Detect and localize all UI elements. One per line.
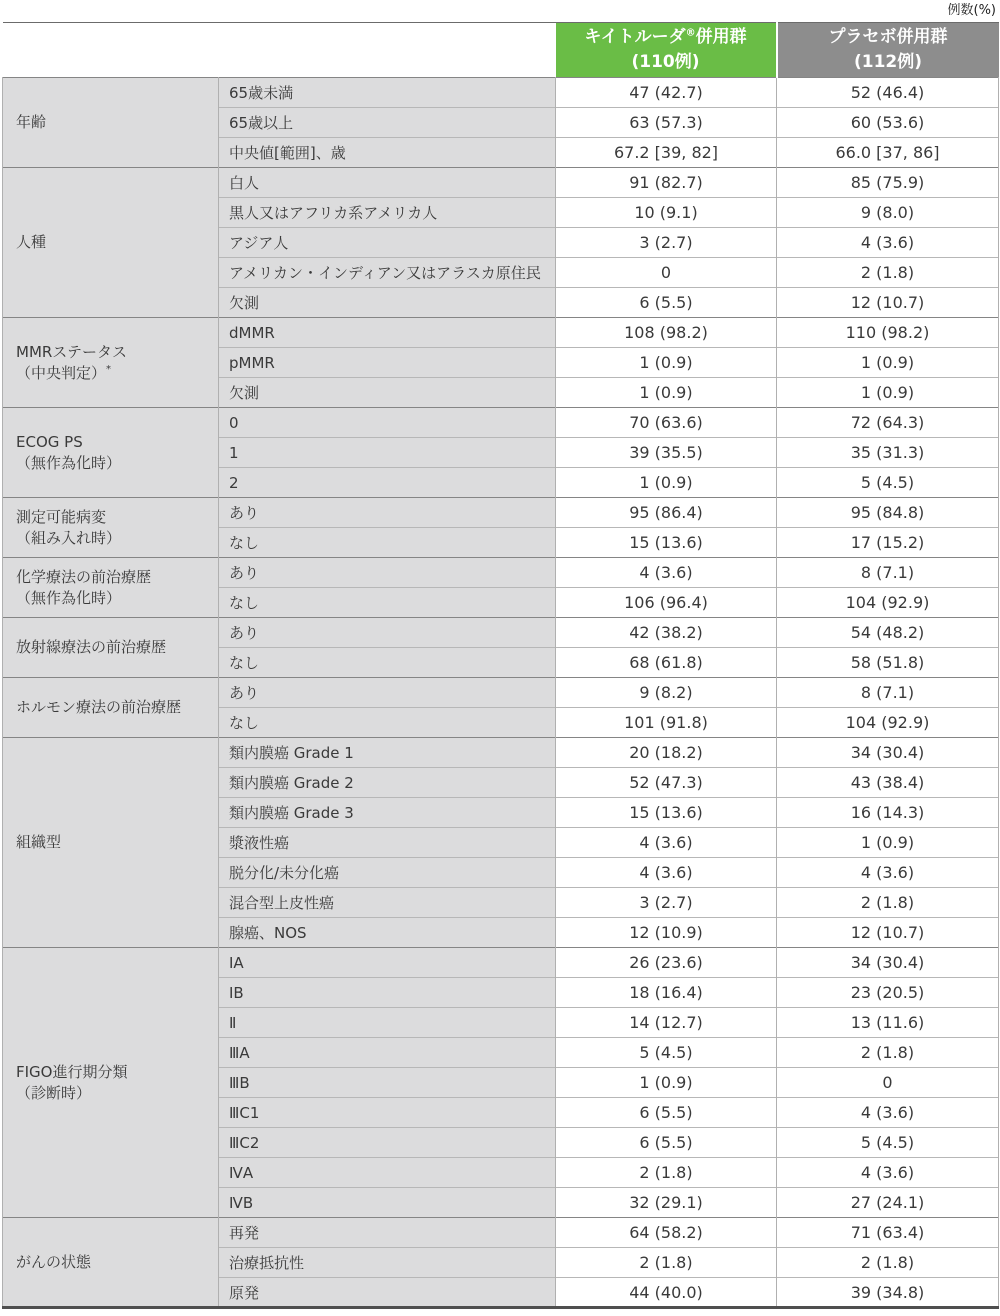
category-label <box>3 1218 219 1308</box>
pembrolizumab-arm-value: 52 (47.3) <box>556 768 777 798</box>
subcategory-label: pMMR <box>219 348 556 378</box>
category-label-line: （無作為化時） <box>16 588 122 607</box>
pembrolizumab-arm-value: 1 (0.9) <box>556 378 777 408</box>
category-label-line: （中央判定） <box>16 363 107 382</box>
pembrolizumab-arm-value: 4 (3.6) <box>556 828 777 858</box>
pembrolizumab-arm-value: 14 (12.7) <box>556 1008 777 1038</box>
category-label <box>3 498 219 558</box>
pembrolizumab-arm-value: 44 (40.0) <box>556 1278 777 1308</box>
subcategory-label: 再発 <box>219 1218 556 1248</box>
subcategory-label: 65歳未満 <box>219 78 556 108</box>
placebo-arm-value: 0 <box>777 1068 999 1098</box>
category-label-line: （無作為化時） <box>16 453 122 472</box>
pembrolizumab-arm-value: 2 (1.8) <box>556 1248 777 1278</box>
subcategory-label: なし <box>219 648 556 678</box>
pembrolizumab-arm-value: 42 (38.2) <box>556 618 777 648</box>
placebo-arm-value: 12 (10.7) <box>777 918 999 948</box>
category-label-line: がんの状態 <box>16 1252 92 1271</box>
subcategory-label: ⅣB <box>219 1188 556 1218</box>
table-row <box>3 948 999 978</box>
column-header-n: (110例) <box>631 52 700 72</box>
subcategory-label: 類内膜癌 Grade 1 <box>219 738 556 768</box>
placebo-arm-value: 9 (8.0) <box>777 198 999 228</box>
pembrolizumab-arm-value: 63 (57.3) <box>556 108 777 138</box>
placebo-arm-value: 43 (38.4) <box>777 768 999 798</box>
placebo-arm-value: 110 (98.2) <box>777 318 999 348</box>
subcategory-label: アジア人 <box>219 228 556 258</box>
category-label-line: 人種 <box>16 233 47 251</box>
table-row <box>3 738 999 768</box>
table-body <box>3 78 999 1308</box>
pembrolizumab-arm-value: 101 (91.8) <box>556 708 777 738</box>
subcategory-label: 類内膜癌 Grade 3 <box>219 798 556 828</box>
placebo-arm-value: 1 (0.9) <box>777 828 999 858</box>
placebo-arm-value: 71 (63.4) <box>777 1218 999 1248</box>
subcategory-label: 治療抵抗性 <box>219 1248 556 1278</box>
subcategory-label: 類内膜癌 Grade 2 <box>219 768 556 798</box>
table-row <box>3 618 999 648</box>
placebo-arm-value: 72 (64.3) <box>777 408 999 438</box>
pembrolizumab-arm-value: 95 (86.4) <box>556 498 777 528</box>
placebo-arm-value: 104 (92.9) <box>777 708 999 738</box>
pembrolizumab-arm-value: 106 (96.4) <box>556 588 777 618</box>
column-header-pembrolizumab <box>556 23 777 78</box>
placebo-arm-value: 12 (10.7) <box>777 288 999 318</box>
placebo-arm-value: 85 (75.9) <box>777 168 999 198</box>
placebo-arm-value: 5 (4.5) <box>777 1128 999 1158</box>
pembrolizumab-arm-value: 5 (4.5) <box>556 1038 777 1068</box>
subcategory-label: あり <box>219 558 556 588</box>
category-label-line: 放射線療法の前治療歴 <box>16 638 167 656</box>
registered-trademark-icon: ® <box>685 27 696 39</box>
pembrolizumab-arm-value: 3 (2.7) <box>556 228 777 258</box>
placebo-arm-value: 23 (20.5) <box>777 978 999 1008</box>
placebo-arm-value: 1 (0.9) <box>777 378 999 408</box>
placebo-arm-value: 95 (84.8) <box>777 498 999 528</box>
placebo-arm-value: 60 (53.6) <box>777 108 999 138</box>
subcategory-label: 欠測 <box>219 288 556 318</box>
subcategory-label: 原発 <box>219 1278 556 1308</box>
column-header-n: (112例) <box>853 52 923 72</box>
category-label <box>3 408 219 498</box>
category-label <box>3 318 219 408</box>
pembrolizumab-arm-value: 1 (0.9) <box>556 1068 777 1098</box>
placebo-arm-value: 13 (11.6) <box>777 1008 999 1038</box>
pembrolizumab-arm-value: 10 (9.1) <box>556 198 777 228</box>
table-row <box>3 1218 999 1248</box>
pembrolizumab-arm-value: 15 (13.6) <box>556 528 777 558</box>
pembrolizumab-arm-value: 47 (42.7) <box>556 78 777 108</box>
pembrolizumab-arm-value: 20 (18.2) <box>556 738 777 768</box>
category-label <box>3 558 219 618</box>
subcategory-label: 欠測 <box>219 378 556 408</box>
subcategory-label: あり <box>219 678 556 708</box>
category-label-line: 年齢 <box>16 113 47 131</box>
column-header-brand: プラセボ併用群 <box>828 27 948 48</box>
pembrolizumab-arm-value: 6 (5.5) <box>556 1128 777 1158</box>
pembrolizumab-arm-value: 70 (63.6) <box>556 408 777 438</box>
pembrolizumab-arm-value: 1 (0.9) <box>556 348 777 378</box>
subcategory-label: 混合型上皮性癌 <box>219 888 556 918</box>
subcategory-label: ⅢC2 <box>219 1128 556 1158</box>
placebo-arm-value: 2 (1.8) <box>777 258 999 288</box>
category-label <box>3 738 219 948</box>
column-header-brand: キイトルーダ <box>584 27 686 48</box>
baseline-characteristics-table <box>2 22 999 1309</box>
category-label-line: ホルモン療法の前治療歴 <box>16 698 182 716</box>
table-row <box>3 78 999 108</box>
subcategory-label: ⅠA <box>219 948 556 978</box>
category-label <box>3 618 219 678</box>
subcategory-label: ⅢA <box>219 1038 556 1068</box>
category-label <box>3 168 219 318</box>
subcategory-label: Ⅱ <box>219 1008 556 1038</box>
placebo-arm-value: 17 (15.2) <box>777 528 999 558</box>
table-row <box>3 558 999 588</box>
pembrolizumab-arm-value: 18 (16.4) <box>556 978 777 1008</box>
table-row <box>3 318 999 348</box>
table-row <box>3 168 999 198</box>
placebo-arm-value: 4 (3.6) <box>777 1098 999 1128</box>
placebo-arm-value: 54 (48.2) <box>777 618 999 648</box>
placebo-arm-value: 52 (46.4) <box>777 78 999 108</box>
placebo-arm-value: 4 (3.6) <box>777 1158 999 1188</box>
subcategory-label: 中央値[範囲]、歳 <box>219 138 556 168</box>
subcategory-label: あり <box>219 498 556 528</box>
unit-label: 例数(%) <box>947 3 996 18</box>
placebo-arm-value: 34 (30.4) <box>777 738 999 768</box>
pembrolizumab-arm-value: 1 (0.9) <box>556 468 777 498</box>
subcategory-label: 腺癌、NOS <box>219 918 556 948</box>
pembrolizumab-arm-value: 4 (3.6) <box>556 858 777 888</box>
subcategory-label: なし <box>219 708 556 738</box>
subcategory-label: あり <box>219 618 556 648</box>
placebo-arm-value: 4 (3.6) <box>777 858 999 888</box>
subcategory-label: 65歳以上 <box>219 108 556 138</box>
category-label-line: （診断時） <box>16 1083 92 1102</box>
pembrolizumab-arm-value: 26 (23.6) <box>556 948 777 978</box>
pembrolizumab-arm-value: 108 (98.2) <box>556 318 777 348</box>
pembrolizumab-arm-value: 67.2 [39, 82] <box>556 138 777 168</box>
placebo-arm-value: 8 (7.1) <box>777 678 999 708</box>
category-label <box>3 78 219 168</box>
placebo-arm-value: 34 (30.4) <box>777 948 999 978</box>
subcategory-label: なし <box>219 588 556 618</box>
pembrolizumab-arm-value: 39 (35.5) <box>556 438 777 468</box>
subcategory-label: dMMR <box>219 318 556 348</box>
subcategory-label: ⅣA <box>219 1158 556 1188</box>
header-spacer <box>3 23 556 78</box>
placebo-arm-value: 39 (34.8) <box>777 1278 999 1308</box>
placebo-arm-value: 35 (31.3) <box>777 438 999 468</box>
category-label-line: FIGO進行期分類 <box>16 1062 128 1081</box>
pembrolizumab-arm-value: 15 (13.6) <box>556 798 777 828</box>
placebo-arm-value: 8 (7.1) <box>777 558 999 588</box>
pembrolizumab-arm-value: 2 (1.8) <box>556 1158 777 1188</box>
footnote-asterisk-marker: * <box>106 363 112 375</box>
category-label-line: MMRステータス <box>16 342 128 361</box>
placebo-arm-value: 2 (1.8) <box>777 888 999 918</box>
category-label <box>3 948 219 1218</box>
pembrolizumab-arm-value: 68 (61.8) <box>556 648 777 678</box>
pembrolizumab-arm-value: 9 (8.2) <box>556 678 777 708</box>
table-row <box>3 408 999 438</box>
placebo-arm-value: 58 (51.8) <box>777 648 999 678</box>
column-header-suffix: 併用群 <box>695 27 747 48</box>
placebo-arm-value: 2 (1.8) <box>777 1038 999 1068</box>
pembrolizumab-arm-value: 4 (3.6) <box>556 558 777 588</box>
pembrolizumab-arm-value: 6 (5.5) <box>556 1098 777 1128</box>
category-label-line: ECOG PS <box>16 432 83 451</box>
category-label-line: 測定可能病変 <box>16 507 107 526</box>
category-label-line: （組み入れ時） <box>16 528 122 547</box>
table-row <box>3 678 999 708</box>
placebo-arm-value: 5 (4.5) <box>777 468 999 498</box>
subcategory-label: ⅠB <box>219 978 556 1008</box>
subcategory-label: 白人 <box>219 168 556 198</box>
subcategory-label: 黒人又はアフリカ系アメリカ人 <box>219 198 556 228</box>
subcategory-label: ⅢC1 <box>219 1098 556 1128</box>
pembrolizumab-arm-value: 6 (5.5) <box>556 288 777 318</box>
subcategory-label: ⅢB <box>219 1068 556 1098</box>
placebo-arm-value: 4 (3.6) <box>777 228 999 258</box>
subcategory-label: 0 <box>219 408 556 438</box>
placebo-arm-value: 104 (92.9) <box>777 588 999 618</box>
placebo-arm-value: 27 (24.1) <box>777 1188 999 1218</box>
subcategory-label: なし <box>219 528 556 558</box>
subcategory-label: 漿液性癌 <box>219 828 556 858</box>
subcategory-label: 1 <box>219 438 556 468</box>
pembrolizumab-arm-value: 12 (10.9) <box>556 918 777 948</box>
pembrolizumab-arm-value: 3 (2.7) <box>556 888 777 918</box>
column-header-placebo <box>777 23 999 78</box>
placebo-arm-value: 16 (14.3) <box>777 798 999 828</box>
pembrolizumab-arm-value: 32 (29.1) <box>556 1188 777 1218</box>
subcategory-label: アメリカン・インディアン又はアラスカ原住民 <box>219 258 556 288</box>
placebo-arm-value: 66.0 [37, 86] <box>777 138 999 168</box>
pembrolizumab-arm-value: 91 (82.7) <box>556 168 777 198</box>
category-label-line: 化学療法の前治療歴 <box>16 567 152 586</box>
subcategory-label: 2 <box>219 468 556 498</box>
pembrolizumab-arm-value: 0 <box>556 258 777 288</box>
category-label-line: 組織型 <box>16 833 62 851</box>
category-label <box>3 678 219 738</box>
header-row <box>3 23 999 78</box>
pembrolizumab-arm-value: 64 (58.2) <box>556 1218 777 1248</box>
placebo-arm-value: 1 (0.9) <box>777 348 999 378</box>
subcategory-label: 脱分化/未分化癌 <box>219 858 556 888</box>
placebo-arm-value: 2 (1.8) <box>777 1248 999 1278</box>
table-row <box>3 498 999 528</box>
